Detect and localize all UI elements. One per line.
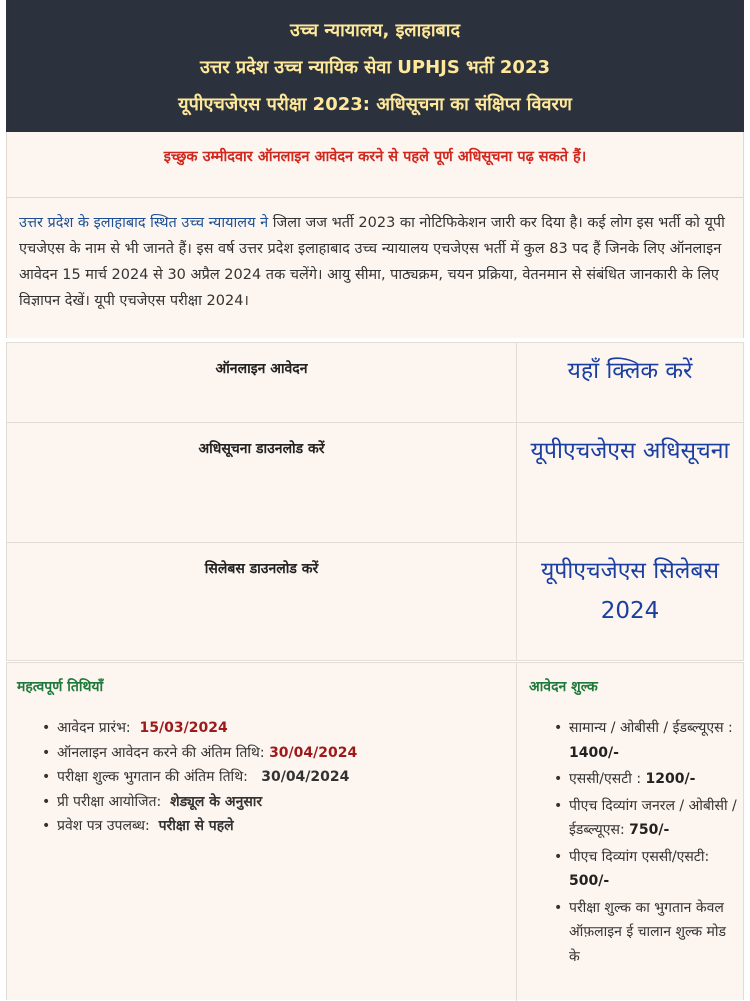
page-header: [6, 0, 744, 132]
fee-value: 500/-: [569, 873, 610, 889]
list-item: [569, 896, 745, 970]
fee-label: एससी/एसटी :: [569, 771, 642, 787]
info-section: [6, 662, 744, 1000]
application-fee-panel: [517, 663, 745, 1001]
fee-label: सामान्य / ओबीसी / ईडब्ल्यूएस :: [569, 720, 733, 736]
date-value: 30/04/2024: [269, 744, 358, 761]
application-fee-title: आवेदन शुल्क: [529, 679, 598, 695]
notification-download-link[interactable]: यूपीएचजेएस अधिसूचना: [517, 423, 744, 543]
table-row: [7, 423, 744, 543]
list-item: [57, 716, 516, 741]
online-apply-label: ऑनलाइन आवेदन: [7, 343, 517, 423]
notification-download-label: अधिसूचना डाउनलोड करें: [7, 423, 517, 543]
date-label: प्री परीक्षा आयोजित:: [57, 793, 162, 810]
online-apply-link[interactable]: यहाँ क्लिक करें: [517, 343, 744, 423]
list-item: [569, 845, 745, 894]
syllabus-download-label: सिलेबस डाउनलोड करें: [7, 543, 517, 661]
important-dates-panel: [7, 663, 517, 1001]
date-value: 30/04/2024: [261, 769, 350, 785]
list-item: [569, 716, 745, 765]
list-item: [57, 741, 516, 766]
links-table: [6, 342, 744, 661]
date-value: शेड्यूल के अनुसार: [170, 793, 263, 810]
list-item: [569, 794, 745, 843]
application-fee-list: [529, 716, 745, 969]
important-dates-title: महत्वपूर्ण तिथियाँ: [17, 679, 104, 695]
table-row: [7, 343, 744, 423]
intro-body-text: जिला जज भर्ती 2023 का नोटिफिकेशन जारी कर दिया है। कई लोग इस भर्ती को यूपी एचजेएस के नाम से भी जानते हैं। इस वर्ष उत्तर प्रदेश इलाहाबाद उच्च न्यायालय एचजेएस भर्ती में कुल 83 पद हैं जिनके लिए ऑनलाइन आवेदन 15 मार्च 2024 से 30 अप्रैल 2024 तक चलेंगे। आयु सीमा, पाठ्यक्रम, चयन प्रक्रिया, वेतनमान से संबंधित जानकारी के लिए विज्ञापन देखें। यूपी एचजेएस परीक्षा 2024।: [19, 215, 725, 309]
date-label: परीक्षा शुल्क भुगतान की अंतिम तिथि:: [57, 769, 248, 785]
fee-label: परीक्षा शुल्क का भुगतान केवल ऑफ़लाइन ई चालान शुल्क मोड के: [569, 899, 727, 965]
date-label: ऑनलाइन आवेदन करने की अंतिम तिथि:: [57, 744, 265, 761]
syllabus-download-link[interactable]: यूपीएचजेएस सिलेबस 2024: [517, 543, 744, 661]
notice-banner: [6, 132, 744, 198]
date-label: आवेदन प्रारंभ:: [57, 720, 131, 736]
table-row: [7, 543, 744, 661]
fee-value: 1200/-: [645, 771, 696, 787]
fee-value: 750/-: [629, 822, 670, 838]
fee-value: 1400/-: [569, 744, 619, 761]
list-item: [57, 765, 516, 790]
date-value: परीक्षा से पहले: [158, 818, 234, 834]
list-item: [57, 814, 516, 839]
list-item: [569, 767, 745, 792]
date-label: प्रवेश पत्र उपलब्ध:: [57, 818, 150, 834]
fee-label: पीएच दिव्यांग एससी/एसटी:: [569, 848, 710, 865]
header-subtitle: यूपीएचजेएस परीक्षा 2023: अधिसूचना का संक्षिप्त विवरण: [178, 94, 572, 115]
intro-court-link[interactable]: उत्तर प्रदेश के इलाहाबाद स्थित उच्च न्यायालय ने: [19, 215, 269, 231]
date-value: 15/03/2024: [139, 720, 228, 736]
notice-text: इच्छुक उम्मीदवार ऑनलाइन आवेदन करने से पहले पूर्ण अधिसूचना पढ़ सकते हैं।: [163, 149, 587, 165]
list-item: [57, 790, 516, 815]
important-dates-list: [17, 716, 516, 839]
header-court-name: उच्च न्यायालय, इलाहाबाद: [289, 20, 461, 41]
intro-paragraph: [6, 198, 744, 338]
fee-label: पीएच दिव्यांग जनरल / ओबीसी / ईडब्ल्यूएस:: [569, 797, 737, 838]
header-recruitment-title: उत्तर प्रदेश उच्च न्यायिक सेवा UPHJS भर्ती 2023: [199, 57, 551, 78]
